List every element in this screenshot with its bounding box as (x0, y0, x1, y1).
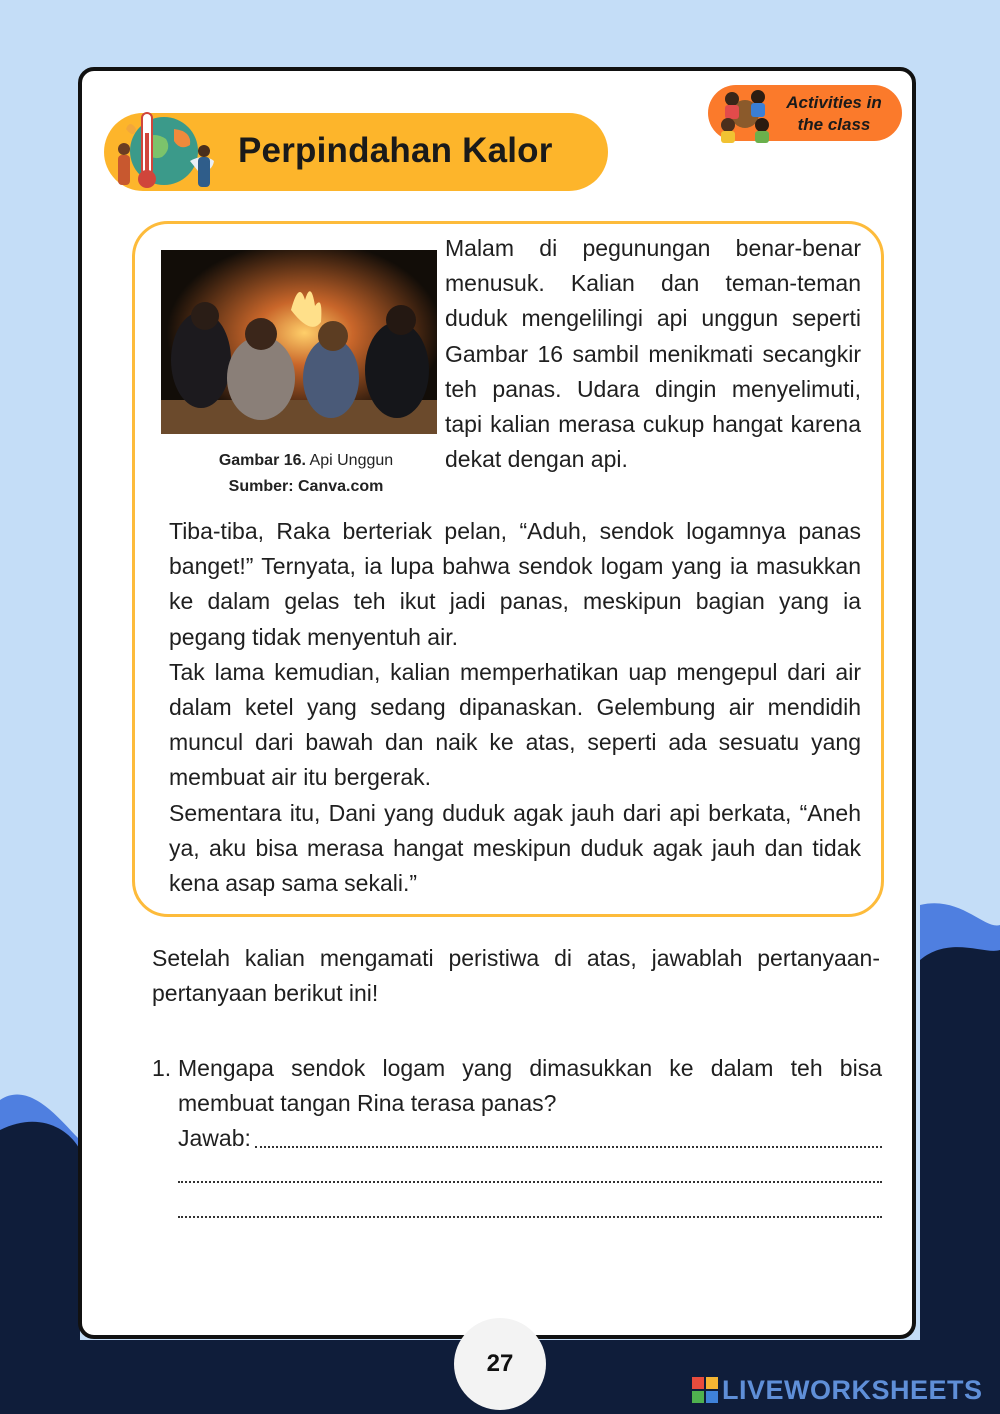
liveworksheets-watermark (692, 1375, 983, 1405)
caption-title-line (161, 448, 451, 474)
caption-source (161, 474, 451, 500)
story-paragraph: Tiba-tiba, Raka berteriak pelan, “Aduh, sendok logamnya panas banget!” Ternyata, ia lupa bahwa sendok logam yang ia masukkan ke dalam gelas teh ikut jadi panas, meskipun bagian yang ia pegang tidak menyentuh air. (169, 518, 861, 650)
story-box (132, 221, 884, 917)
figure-caption (161, 448, 451, 500)
liveworksheets-logo-icon (692, 1377, 718, 1403)
answer-input-line-2[interactable] (178, 1159, 882, 1183)
question-number: 1. (152, 1055, 172, 1081)
answer-label: Jawab: (178, 1125, 251, 1152)
story-paragraph: Sementara itu, Dani yang duduk agak jauh dari api berkata, “Aneh ya, aku bisa merasa hangat meskipun duduk agak jauh dan tidak kena asap sama sekali.” (169, 799, 861, 897)
thermometer-globe-illustration (104, 99, 224, 197)
page-number: 27 (454, 1318, 546, 1410)
activities-badge (708, 85, 902, 141)
caption-text: Api Unggun (305, 452, 394, 469)
campfire-image (161, 250, 437, 434)
answer-row (178, 1192, 882, 1227)
source-text: Sumber: Canva.com (228, 478, 384, 495)
answer-row (178, 1157, 882, 1192)
badge-line-2: the class (797, 115, 871, 134)
question-item (152, 1051, 882, 1227)
students-group-icon (712, 85, 778, 143)
answer-input-line-3[interactable] (178, 1194, 882, 1218)
page-title: Perpindahan Kalor (238, 131, 553, 170)
question-text: Mengapa sendok logam yang dimasukkan ke dalam teh bisa membuat tangan Rina terasa panas? (178, 1055, 882, 1117)
story-body (169, 514, 861, 901)
answer-input-line-1[interactable] (255, 1124, 882, 1148)
story-paragraph: Tak lama kemudian, kalian memperhatikan uap mengepul dari air dalam ketel yang sedang dipanaskan. Gelembung air mendidih muncul dari bawah dan naik ke atas, seperti ada sesuatu yang membuat air itu bergerak. (169, 658, 861, 791)
answer-row (178, 1121, 882, 1156)
badge-line-1: Activities in (786, 93, 882, 112)
caption-label: Gambar 16. (218, 452, 306, 469)
story-intro: Malam di pegunungan benar-benar menusuk. Kalian dan teman-teman duduk mengelilingi api unggun seperti Gambar 16 sambil menikmati secangkir teh panas. Udara dingin menyelimuti, tapi kalian merasa cukup hangat karena dekat dengan api. (445, 235, 861, 473)
watermark-text: LIVEWORKSHEETS (722, 1374, 983, 1405)
instruction-text: Setelah kalian mengamati peristiwa di atas, jawablah pertanyaan-pertanyaan berikut ini! (152, 945, 880, 1007)
worksheet-page (78, 67, 916, 1339)
campfire-photo (161, 250, 437, 434)
badge-label (774, 92, 894, 136)
